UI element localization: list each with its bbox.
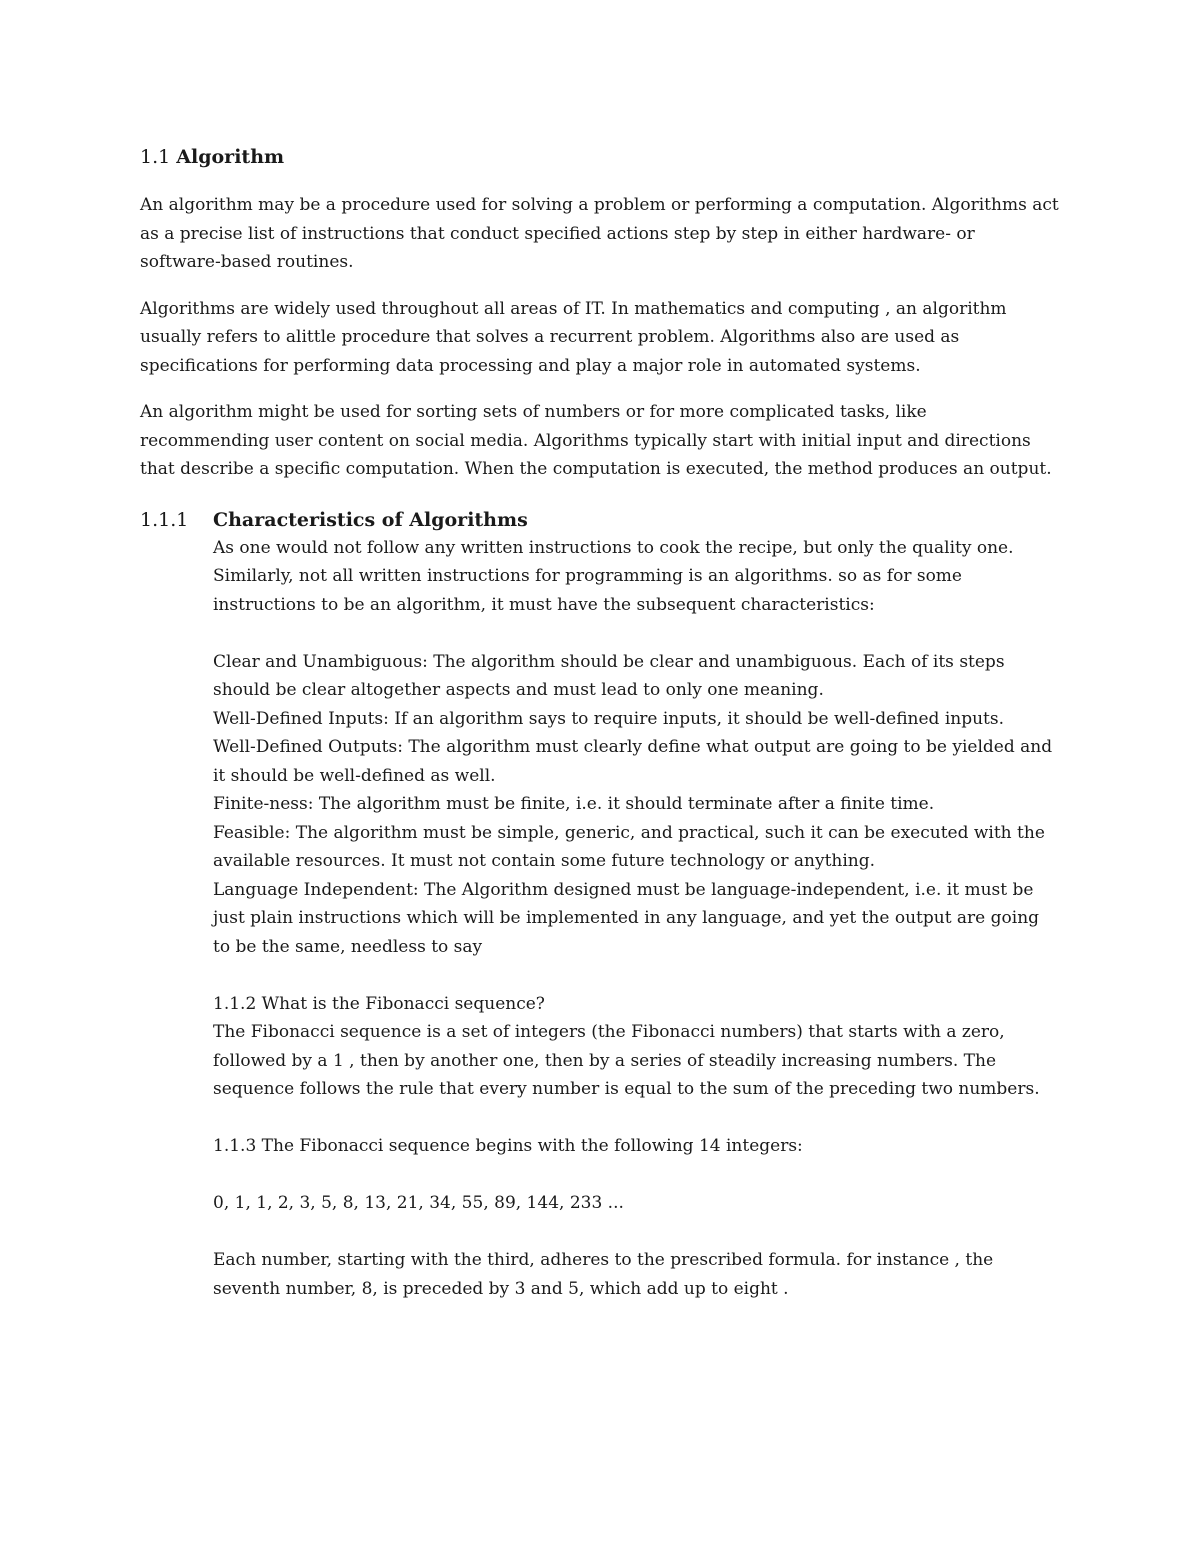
- indented-block: [213, 534, 1060, 1304]
- section-number: 1.1: [140, 146, 171, 168]
- fibonacci-description: The Fibonacci sequence is a set of integers (the Fibonacci numbers) that starts with a zero, followed by a 1 , then by another one, then by a series of steadily increasing numbers. The sequence follows the rule that every number is equal to the sum of the preceding two numbers.: [213, 1022, 1040, 1099]
- section-title: Characteristics of Algorithms: [213, 508, 528, 531]
- characteristic-item: Finite-ness: The algorithm must be finite, i.e. it should terminate after a finite time.: [213, 794, 935, 814]
- characteristic-item: Language Independent: The Algorithm designed must be language-independent, i.e. it must be just plain instructions which will be implemented in any language, and yet the output are going to be the same, needless to say: [213, 879, 1040, 957]
- document-body: [140, 143, 1060, 1303]
- characteristic-item: Well-Defined Inputs: If an algorithm says to require inputs, it should be well-defined inputs.: [213, 708, 1004, 729]
- characteristics-intro: As one would not follow any written instructions to cook the recipe, but only the quality one. Similarly, not all written instructions for programming is an algorithms. so as for some instructions to be an algorithm, it must have the subsequent characteristics:: [213, 537, 1014, 615]
- paragraph: Algorithms are widely used throughout all areas of IT. In mathematics and computing , an algorithm usually refers to alittle procedure that solves a recurrent problem. Algorithms also are used as specifications for performing data processing and play a major role in automated systems.: [140, 298, 1007, 376]
- paragraph: An algorithm may be a procedure used for solving a problem or performing a computation. Algorithms act as a precise list of instructions that conduct specified actions step by step in either hardware- or software-based routines.: [140, 195, 1059, 272]
- fibonacci-sequence-values: 0, 1, 1, 2, 3, 5, 8, 13, 21, 34, 55, 89, 144, 233 ...: [213, 1193, 624, 1213]
- characteristic-item: Feasible: The algorithm must be simple, generic, and practical, such it can be executed with the available resources. It must not contain some future technology or anything.: [213, 822, 1045, 871]
- fibonacci-heading: 1.1.2 What is the Fibonacci sequence?: [213, 993, 545, 1014]
- characteristic-item: Well-Defined Outputs: The algorithm must clearly define what output are going to be yielded and it should be well-defined as well.: [213, 737, 1053, 786]
- section-heading-1-1: [140, 143, 1060, 171]
- fibonacci-sequence-heading: 1.1.3 The Fibonacci sequence begins with the following 14 integers:: [213, 1136, 803, 1156]
- fibonacci-closing-paragraph: Each number, starting with the third, adheres to the prescribed formula. for instance , the seventh number, 8, is preceded by 3 and 5, which add up to eight .: [213, 1250, 994, 1299]
- section-title: Algorithm: [176, 146, 285, 168]
- paragraph: An algorithm might be used for sorting sets of numbers or for more complicated tasks, like recommending user content on social media. Algorithms typically start with initial input and directions that describe a specific computation. When the computation is executed, the method produces an output.: [140, 402, 1052, 479]
- characteristic-item: Clear and Unambiguous: The algorithm should be clear and unambiguous. Each of its steps should be clear altogether aspects and must lead to only one meaning.: [213, 651, 1005, 700]
- section-heading-1-1-1: [140, 506, 1060, 534]
- section-number: 1.1.1: [140, 508, 189, 531]
